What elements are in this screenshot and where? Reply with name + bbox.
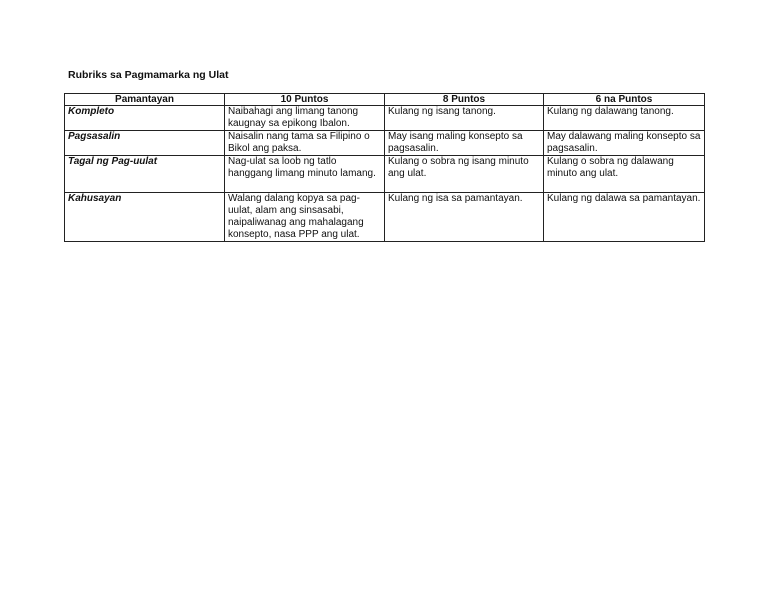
score-6-cell: Kulang o sobra ng dalawang minuto ang ulat.: [544, 156, 705, 193]
criterion-cell: Kompleto: [65, 106, 225, 131]
score-10-cell: Naibahagi ang limang tanong kaugnay sa epikong Ibalon.: [225, 106, 385, 131]
score-8-cell: Kulang ng isa sa pamantayan.: [385, 193, 544, 242]
score-10-cell: Walang dalang kopya sa pag-uulat, alam ang sinsasabi, naipaliwanag ang mahalagang konsepto, nasa PPP ang ulat.: [225, 193, 385, 242]
score-6-cell: Kulang ng dalawang tanong.: [544, 106, 705, 131]
document-title: Rubriks sa Pagmamarka ng Ulat: [68, 69, 229, 81]
score-8-cell: May isang maling konsepto sa pagsasalin.: [385, 131, 544, 156]
score-10-cell: Naisalin nang tama sa Filipino o Bikol ang paksa.: [225, 131, 385, 156]
criterion-cell: Tagal ng Pag-uulat: [65, 156, 225, 193]
column-header-6-points: 6 na Puntos: [544, 94, 705, 106]
score-8-cell: Kulang ng isang tanong.: [385, 106, 544, 131]
score-6-cell: Kulang ng dalawa sa pamantayan.: [544, 193, 705, 242]
table-header-row: [65, 94, 705, 106]
column-header-10-points: 10 Puntos: [225, 94, 385, 106]
column-header-8-points: 8 Puntos: [385, 94, 544, 106]
criterion-cell: Kahusayan: [65, 193, 225, 242]
column-header-criteria: Pamantayan: [65, 94, 225, 106]
table-row: [65, 193, 705, 242]
score-8-cell: Kulang o sobra ng isang minuto ang ulat.: [385, 156, 544, 193]
table-row: [65, 106, 705, 131]
score-10-cell: Nag-ulat sa loob ng tatlo hanggang limang minuto lamang.: [225, 156, 385, 193]
table-row: [65, 131, 705, 156]
score-6-cell: May dalawang maling konsepto sa pagsasalin.: [544, 131, 705, 156]
criterion-cell: Pagsasalin: [65, 131, 225, 156]
rubric-table: [64, 93, 705, 242]
table-row: [65, 156, 705, 193]
